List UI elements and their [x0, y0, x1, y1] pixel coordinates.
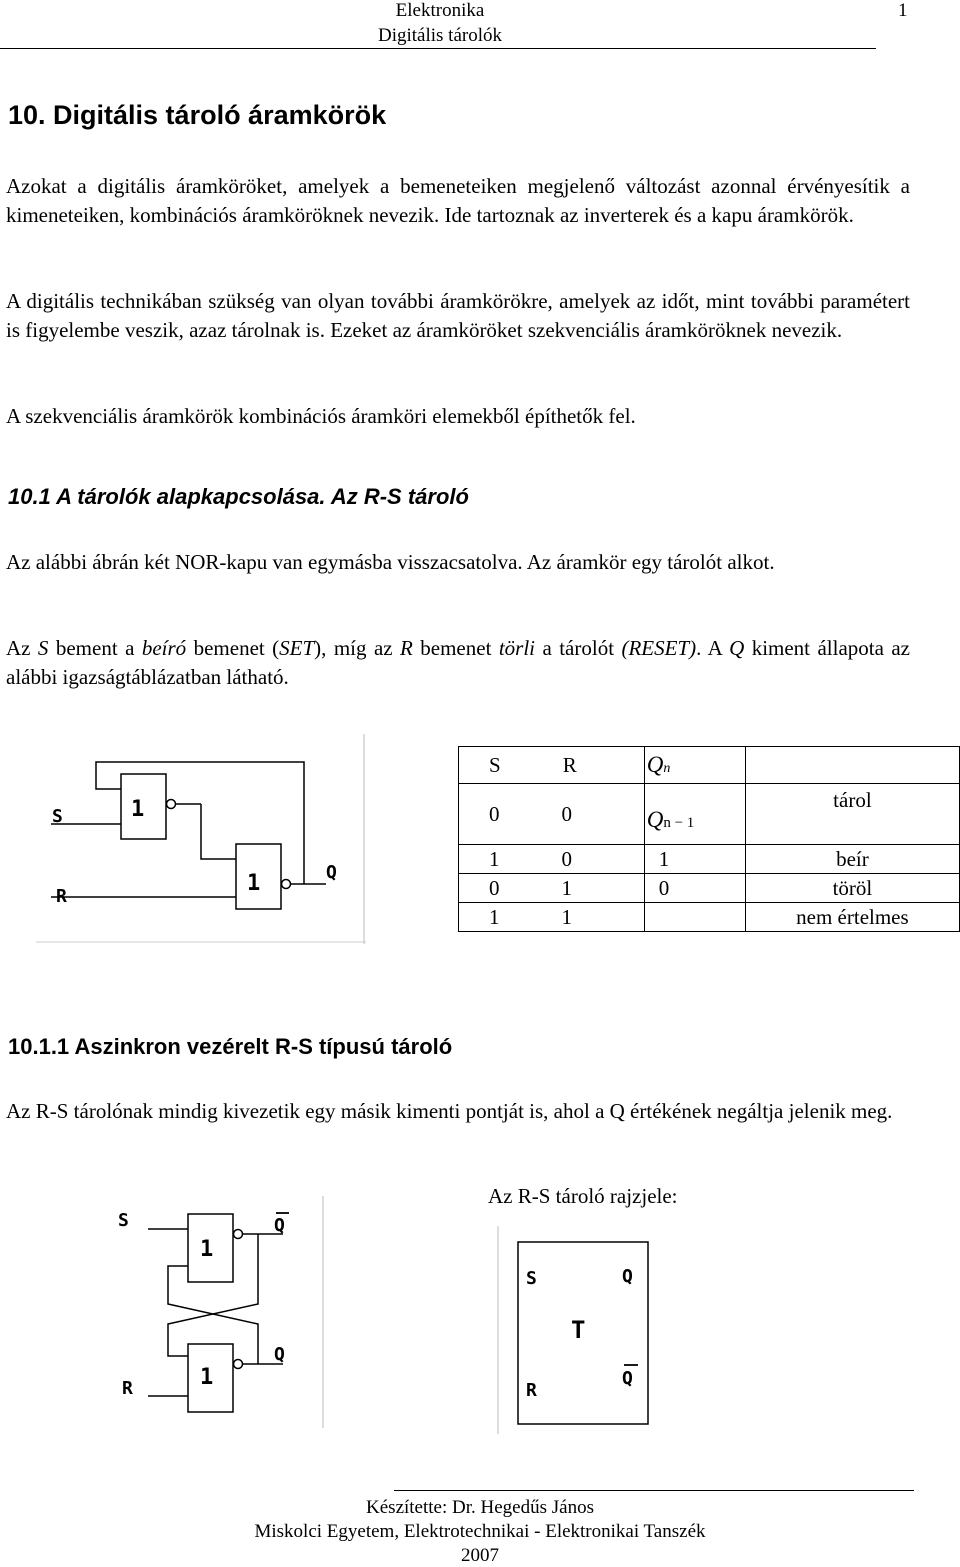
table-row: 0 1 0 töröl [459, 874, 960, 903]
input-S-label: S [118, 1210, 129, 1231]
symbol-S-label: S [526, 1268, 537, 1289]
intro-paragraph-3: A szekvenciális áramkörök kombinációs áramköri elemekből építhetők fel. [6, 404, 636, 428]
top-gate-label: 1 [200, 1237, 214, 1262]
section1-paragraph-1: Az alábbi ábrán két NOR-kapu van egymásba visszacsatolva. Az áramkör egy tárolót alkot. [6, 550, 775, 574]
page-title: 10. Digitális tároló áramkörök [8, 100, 387, 130]
gate2-label: 1 [247, 871, 261, 896]
header-subject: Elektronika [395, 0, 485, 21]
output-Qbar-label: Q [274, 1215, 285, 1236]
footer-rule [394, 1490, 914, 1491]
table-row: 1 1 nem értelmes [459, 903, 960, 932]
symbol-Q-label: Q [622, 1266, 633, 1287]
gate1-label: 1 [131, 797, 145, 822]
intro-paragraph-2: A digitális technikában szükség van olyan további áramkörökre, amelyek az időt, mint további paramétert is figyelembe veszik, azaz tárolnak is. Ezeket az áramköröket szekvenciális áramköröknek nevezik. [6, 289, 910, 342]
symbol-caption: Az R-S tároló rajzjele: [488, 1184, 678, 1208]
footer-year: 2007 [461, 1545, 499, 1566]
bottom-gate-label: 1 [200, 1365, 214, 1390]
truth-table-header: S R Qn [459, 747, 960, 784]
input-R-label: R [56, 886, 67, 907]
footer-institution: Miskolci Egyetem, Elektrotechnikai - Elektronikai Tanszék [254, 1521, 706, 1542]
intro-paragraph-1: Azokat a digitális áramköröket, amelyek a bemeneteiken megjelenő változást azonnal érvényesítik a kimeneteiken, kombinációs áramköröknek nevezik. Ide tartoznak az inverterek és a kapu áramkörök. [6, 174, 910, 227]
output-Q-label: Q [326, 862, 337, 883]
symbol-R-label: R [526, 1380, 537, 1401]
symbol-T-label: T [571, 1316, 586, 1344]
table-row: 0 0 Qn − 1 tárol [459, 784, 960, 845]
symbol-Qbar-label: Q [622, 1368, 633, 1389]
rs-latch-diagram [36, 734, 368, 944]
output-Q-label: Q [274, 1344, 285, 1365]
table-row: 1 0 1 beír [459, 845, 960, 874]
section-heading-10-1: 10.1 A tárolók alapkapcsolása. Az R-S tároló [8, 484, 469, 509]
section2-paragraph-1: Az R-S tárolónak mindig kivezetik egy másik kimenti pontját is, ahol a Q értékének negáltja jelenik meg. [6, 1099, 893, 1123]
section1-paragraph-2: Az S bement a beíró bemenet (SET), míg az R bemenet törli a tárolót (RESET). A Q kiment állapota az alábbi igazságtáblázatban látható. [6, 636, 910, 689]
page-number: 1 [898, 0, 908, 21]
input-R-label: R [122, 1378, 133, 1399]
section-heading-10-1-1: 10.1.1 Aszinkron vezérelt R-S típusú tároló [8, 1034, 453, 1059]
header-chapter: Digitális tárolók [377, 25, 502, 46]
input-S-label: S [52, 806, 63, 827]
truth-table [458, 746, 960, 932]
header-rule [0, 48, 876, 49]
rs-latch-crossed-diagram [108, 1196, 326, 1428]
rs-flipflop-symbol [494, 1226, 676, 1434]
footer-author: Készítette: Dr. Hegedűs János [366, 1497, 594, 1518]
